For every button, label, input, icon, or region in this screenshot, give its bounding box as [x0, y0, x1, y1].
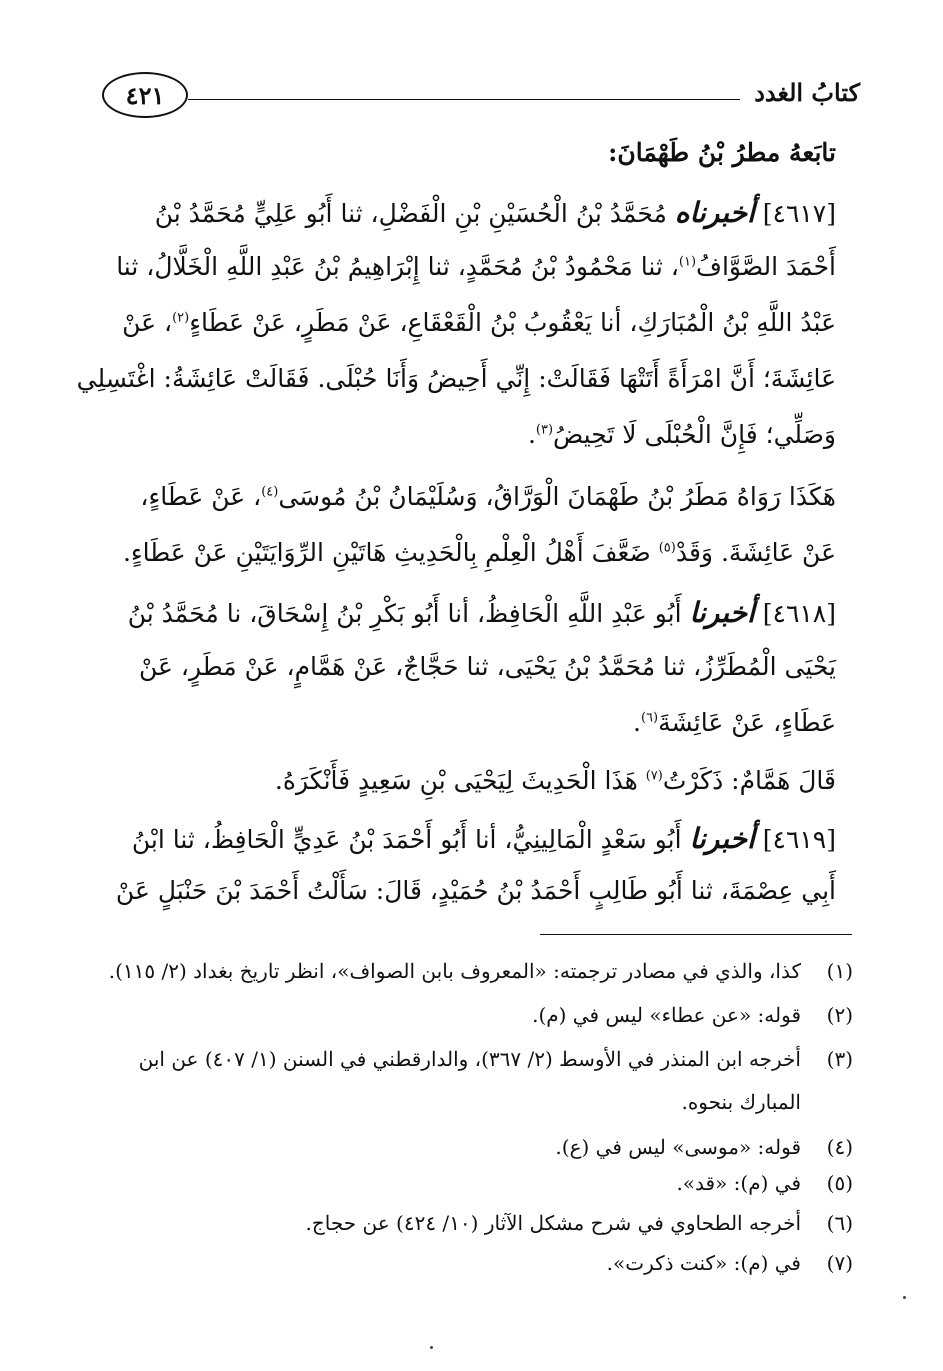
footnote-2 — [113, 1002, 853, 1028]
footnote-ref: (١) — [678, 254, 697, 270]
keyword-akhbarana: أخبرنا — [689, 822, 755, 855]
text-span: عَنْ عَائِشَةَ. وَقَدْ — [675, 538, 836, 567]
footnote-ref: (٢) — [172, 310, 190, 326]
footnote-3-continuation: المبارك بنحوه. — [681, 1090, 801, 1114]
keyword-akhbarana: أخبرناه — [674, 196, 755, 229]
scan-speck — [430, 1346, 433, 1349]
footnote-number: (٥) — [826, 1171, 853, 1195]
hadith-number: [٤٦١٩] — [762, 825, 836, 854]
keyword-akhbarana: أخبرنا — [689, 596, 755, 629]
footnote-1 — [108, 958, 853, 984]
hamam-comment — [108, 766, 836, 796]
hadith-4617-line-5 — [108, 420, 836, 450]
page-number: ٤٢١ — [102, 72, 188, 118]
text-span: هَكَذَا رَوَاهُ مَطَرُ بْنُ طَهْمَانَ الْوَرَّاقُ، وَسُلَيْمَانُ بْنُ مُوسَى — [278, 482, 836, 511]
footnote-5 — [113, 1170, 853, 1196]
text-span: ، ثنا مَحْمُودُ بْنُ مُحَمَّدٍ، ثنا إِبْرَاهِيمُ بْنُ عَبْدِ اللَّهِ الْخَلَّالُ، ثنا — [116, 252, 679, 281]
footnote-ref: (٤) — [261, 484, 279, 500]
footnote-number: (٤) — [826, 1135, 853, 1159]
hadith-4617-line-4: عَائِشَةَ؛ أَنَّ امْرَأَةً أَتَتْهَا فَقَالَتْ: إِنِّي أَحِيضُ وَأَنَا حُبْلَى. فَقَالَتْ عَائِشَةُ: اغْتَسِلِي — [76, 364, 836, 393]
footnote-3 — [113, 1046, 853, 1072]
continuation-heading: تابَعهُ مطرُ بْنُ طَهْمَانَ: — [608, 138, 836, 167]
footnote-number: (٢) — [826, 1003, 853, 1027]
footnote-text: في (م): «كنت ذكرت». — [606, 1251, 801, 1275]
hadith-number: [٤٦١٨] — [762, 599, 836, 628]
text-span: عَطَاءٍ، عَنْ عَائِشَةَ — [658, 708, 836, 737]
text-span: ، عَنْ — [122, 308, 173, 337]
hadith-4617-line-2 — [108, 252, 836, 282]
page-header — [100, 72, 860, 128]
hadith-number: [٤٦١٧] — [762, 199, 836, 228]
text-span: أَبُو سَعْدٍ الْمَالِينِيُّ، أنا أَبُو أَحْمَدَ بْنُ عَدِيٍّ الْحَافِظُ، ثنا ابْنُ — [131, 825, 682, 854]
text-span: ضَعَّفَ أَهْلُ الْعِلْمِ بِالْحَدِيثِ هَاتَيْنِ الرِّوَايَتَيْنِ عَنْ عَطَاءٍ. — [122, 538, 659, 567]
footnote-7 — [113, 1250, 853, 1276]
text-span: أَبُو عَبْدِ اللَّهِ الْحَافِظُ، أنا أَبُو بَكْرِ بْنُ إِسْحَاقَ، نا مُحَمَّدُ بْنُ — [127, 599, 682, 628]
book-title: كتابُ الغدد — [754, 78, 860, 107]
text-span: . — [633, 708, 641, 737]
footnote-number: (٦) — [826, 1211, 853, 1235]
text-span: أَحْمَدَ الصَّوَّافُ — [696, 252, 836, 281]
text-span: قَالَ هَمَّامٌ: ذَكَرْتُ — [662, 766, 836, 795]
text-span: مُحَمَّدُ بْنُ الْحُسَيْنِ بْنِ الْفَضْلِ، ثنا أَبُو عَلِيٍّ مُحَمَّدُ بْنُ — [154, 199, 667, 228]
hadith-4618-line-2: يَحْيَى الْمُطَرِّزُ، ثنا مُحَمَّدُ بْنُ يَحْيَى، ثنا حَجَّاجٌ، عَنْ هَمَّامٍ، عَنْ مَطَرٍ، عَنْ — [139, 652, 836, 681]
hadith-4618-line-1 — [108, 596, 836, 630]
commentary-line-1 — [108, 482, 836, 512]
commentary-line-2 — [108, 538, 836, 568]
header-rule — [188, 99, 740, 100]
footnote-number: (٣) — [826, 1047, 853, 1071]
footnote-text: قوله: «عن عطاء» ليس في (م). — [532, 1003, 801, 1027]
footnote-ref: (٧) — [645, 768, 663, 784]
text-span: هَذَا الْحَدِيثَ لِيَحْيَى بْنِ سَعِيدٍ فَأَنْكَرَهُ. — [274, 766, 646, 795]
text-span: عَبْدُ اللَّهِ بْنُ الْمُبَارَكِ، أنا يَعْقُوبُ بْنُ الْقَعْقَاعِ، عَنْ مَطَرٍ، عَنْ عَطَاءٍ — [189, 308, 836, 337]
footnote-number: (٧) — [826, 1251, 853, 1275]
footnote-ref: (٣) — [535, 422, 554, 438]
footnote-number: (١) — [826, 959, 853, 983]
hadith-4618-line-3 — [108, 708, 836, 738]
footnote-divider — [540, 934, 852, 935]
footnote-text: قوله: «موسى» ليس في (ع). — [555, 1135, 801, 1159]
footnote-text: في (م): «قد». — [676, 1171, 801, 1195]
footnote-text: أخرجه الطحاوي في شرح مشكل الآثار (١٠/ ٤٢٤) عن حجاج. — [305, 1211, 801, 1235]
footnote-text: كذا، والذي في مصادر ترجمته: «المعروف بابن الصواف»، انظر تاريخ بغداد (٢/ ١١٥). — [108, 959, 801, 983]
text-span: . — [527, 420, 536, 449]
scan-speck — [903, 1296, 906, 1299]
footnote-6 — [113, 1210, 853, 1236]
hadith-4617-line-3 — [108, 308, 836, 338]
hadith-4619-line-1 — [108, 822, 836, 856]
footnote-ref: (٦) — [640, 710, 659, 726]
text-span: ، عَنْ عَطَاءٍ، — [140, 482, 262, 511]
footnote-ref: (٥) — [658, 540, 676, 556]
footnote-text: أخرجه ابن المنذر في الأوسط (٢/ ٣٦٧)، والدارقطني في السنن (١/ ٤٠٧) عن ابن — [138, 1047, 801, 1071]
hadith-4619-line-2: أَبِي عِصْمَةَ، ثنا أَبُو طَالِبٍ أَحْمَدُ بْنُ حُمَيْدٍ، قَالَ: سَأَلْتُ أَحْمَدَ بْنَ حَنْبَلٍ عَنْ — [115, 876, 836, 905]
text-span: وَصَلِّي؛ فَإِنَّ الْحُبْلَى لَا تَحِيضُ — [553, 420, 836, 449]
footnote-4 — [113, 1134, 853, 1160]
hadith-4617-line-1 — [108, 196, 836, 230]
